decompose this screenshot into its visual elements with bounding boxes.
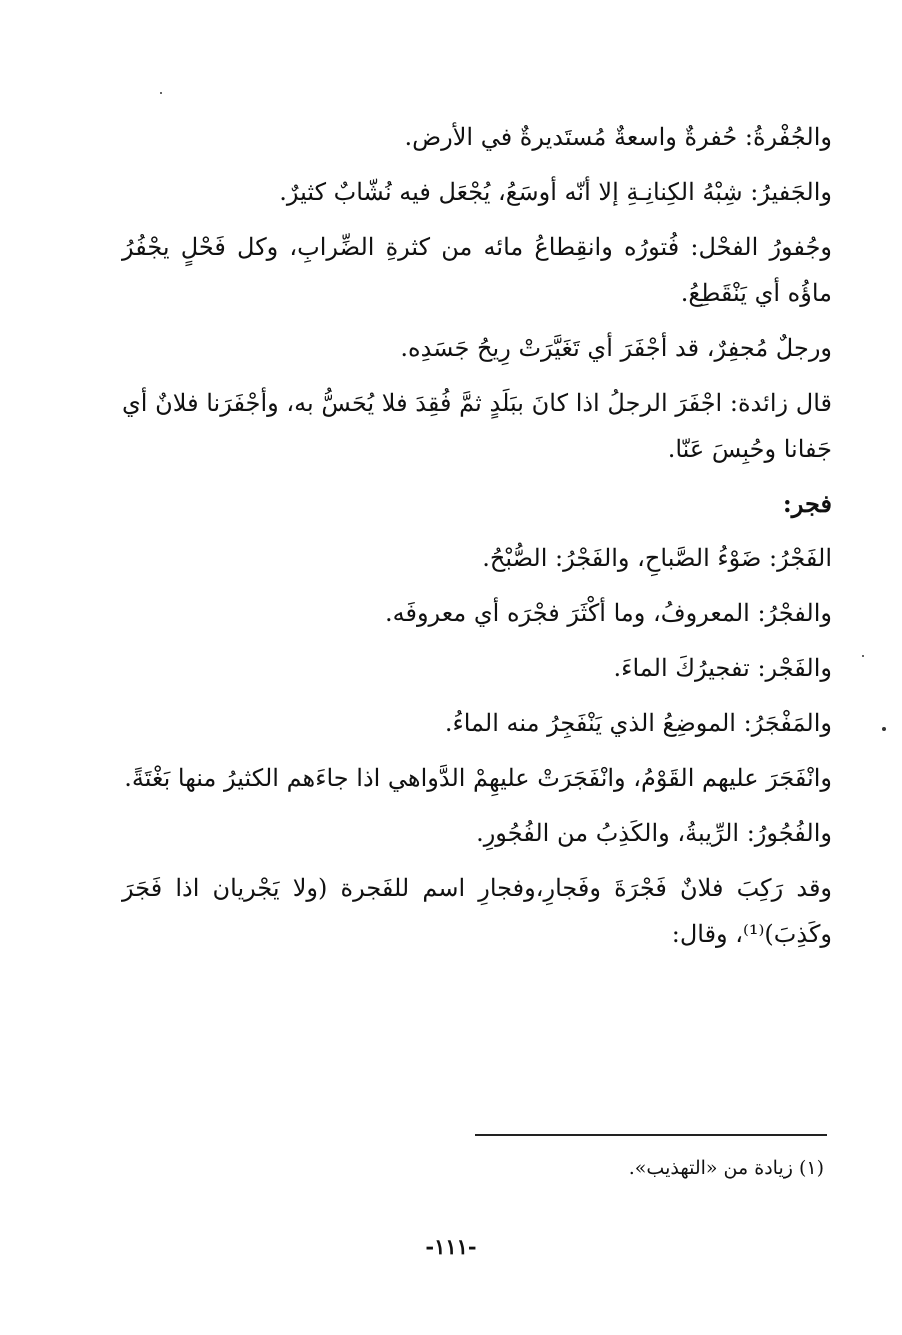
page-number: -١١١-: [425, 1234, 477, 1259]
paragraph-jufra: والجُفْرةُ: حُفرةٌ واسعةٌ مُستَديرةٌ في الأرض.: [404, 123, 832, 151]
main-text: [122, 114, 832, 966]
section-heading-fajr: فجر:: [782, 489, 832, 518]
scan-speck: [160, 92, 162, 94]
paragraph-jufur: وجُفورُ الفحْل: فُتورُه وانقِطاعُ مائه من كثرةِ الضِّرابِ، وكل فَحْلٍ يجْفُرُ ماؤُه أي يَنْقَطِعُ.: [122, 233, 832, 307]
paragraph-jafir: والجَفيرُ: شِبْهُ الكِنانِـةِ إلا أنّه أوسَعُ، يُجْعَل فيه نُشّابٌ كثيرٌ.: [279, 178, 832, 206]
paragraph-fujur: والفُجُورُ: الرِّيبةُ، والكَذِبُ من الفُجُورِ.: [476, 819, 832, 847]
paragraph-mujfir: ورجلٌ مُجفِرٌ، قد أجْفَرَ أي تَغَيَّرَتْ رِيحُ جَسَدِه.: [400, 334, 832, 362]
scan-speck: [882, 727, 886, 731]
paragraph-maruf: والفجْرُ: المعروفُ، وما أكْثَرَ فجْرَه أي معروفَه.: [385, 599, 832, 627]
paragraph-tafjir: والفَجْر: تفجيرُكَ الماءَ.: [613, 654, 832, 682]
paragraph-fajr: الفَجْرُ: ضَوْءُ الصَّباحِ، والفَجْرُ: الصُّبْحُ.: [482, 544, 832, 572]
footnote: (١) زيادة من «التهذيب».: [628, 1157, 824, 1179]
footnote-divider: [475, 1134, 827, 1136]
paragraph-infajara: وانْفَجَرَ عليهم القَوْمُ، وانْفَجَرَتْ عليهِمْ الدَّواهي اذا جاءَهم الكثيرُ منها بَغْتَةً.: [124, 764, 832, 792]
paragraph-mafjar: والمَفْجَرُ: الموضِعُ الذي يَنْفَجِرُ منه الماءُ.: [444, 709, 832, 737]
paragraph-fajra: وقد رَكِبَ فلانٌ فَجْرَةَ وفَجارِ،وفجارِ اسم للفَجرة (ولا يَجْريان اذا فَجَرَ وكَذِبَ)⁽¹⁾، وقال:: [122, 874, 832, 948]
paragraph-zaida: قال زائدة: اجْفَرَ الرجلُ اذا كانَ ببَلَدٍ ثمَّ فُقِدَ فلا يُحَسُّ به، وأجْفَرَنا فلانٌ أي جَفانا وحُبِسَ عَنّا.: [122, 389, 832, 463]
scan-speck: [862, 655, 864, 657]
